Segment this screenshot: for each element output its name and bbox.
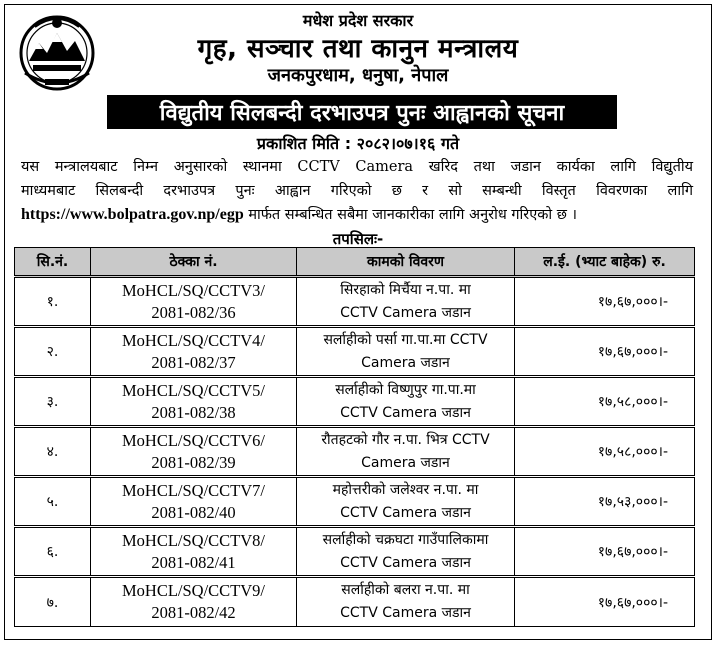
table-header-row	[15, 248, 695, 277]
work-line-1: सर्लाहीको पर्सा गा.पा.मा CCTV	[323, 331, 488, 348]
contract-no-line-2: 2081-082/40	[151, 502, 236, 522]
office-location: जनकपुरधाम, धनुषा, नेपाल	[267, 65, 449, 86]
body-line-3-text: मार्फत सम्बन्धित सबैमा जानकारीका लागि अनुरोध गरिएको छ ।	[243, 207, 578, 223]
cell-work-description	[297, 527, 515, 577]
work-line-2: CCTV Camera जडान	[340, 605, 471, 621]
work-line-1: सर्लाहीको विष्णुपुर गा.पा.मा	[335, 381, 476, 398]
contracts-table	[14, 247, 695, 627]
work-line-1: सर्लाहीको चक्रघटा गाउँपालिकामा	[322, 531, 489, 548]
contract-no-line-2: 2081-082/42	[151, 603, 236, 622]
col-header-sn: सि.नं.	[15, 248, 91, 277]
cell-cost-estimate: १७,६७,०००।-	[515, 527, 695, 577]
cell-work-description	[297, 277, 515, 327]
cell-contract-no	[91, 477, 297, 527]
contract-no-line-2: 2081-082/38	[151, 402, 236, 422]
cell-contract-no	[91, 377, 297, 427]
contract-no-line-1: MoHCL/SQ/CCTV8/	[121, 530, 266, 550]
published-date: प्रकाशित मिति : २०८२।०७।१६ गते	[256, 134, 460, 153]
table-row	[15, 527, 695, 577]
work-line-2: CCTV Camera जडान	[340, 554, 471, 571]
work-line-1: सर्लाहीको बलरा न.पा. मा	[341, 582, 470, 598]
cell-cost-estimate: १७,६७,०००।-	[515, 327, 695, 377]
cell-cost-estimate: १७,५८,०००।-	[515, 427, 695, 477]
cell-cost-estimate: १७,५३,०००।-	[515, 477, 695, 527]
table-row	[15, 377, 695, 427]
cell-contract-no	[91, 277, 297, 327]
work-line-1: रौतहटको गौर न.पा. भित्र CCTV	[321, 431, 490, 448]
cell-contract-no	[91, 427, 297, 477]
work-line-2: CCTV Camera जडान	[340, 304, 471, 321]
cell-sn: ६.	[15, 527, 91, 577]
contract-no-line-2: 2081-082/37	[151, 352, 236, 372]
table-row	[15, 427, 695, 477]
cell-work-description	[297, 327, 515, 377]
cell-work-description	[297, 477, 515, 527]
work-line-2: CCTV Camera जडान	[340, 404, 471, 421]
contract-no-line-2: 2081-082/39	[151, 452, 236, 472]
notice-title-banner	[107, 95, 617, 129]
cell-cost-estimate: १७,६७,०००।-	[515, 577, 695, 627]
contract-no-line-1: MoHCL/SQ/CCTV6/	[121, 430, 266, 450]
notice-title: विद्युतीय सिलबन्दी दरभाउपत्र पुनः आह्वानको सूचना	[159, 101, 565, 126]
contract-no-line-1: MoHCL/SQ/CCTV4/	[121, 330, 266, 350]
table-row	[15, 577, 695, 627]
cell-sn: १.	[15, 277, 91, 327]
work-line-1: महोत्तरीको जलेश्वर न.पा. मा	[332, 481, 479, 498]
contract-no-line-2: 2081-082/41	[151, 552, 236, 572]
contract-no-line-1: MoHCL/SQ/CCTV3/	[121, 280, 266, 300]
work-line-1: सिरहाको मिर्चैया न.पा. मा	[340, 281, 471, 298]
table-row	[15, 327, 695, 377]
contract-no-line-1: MoHCL/SQ/CCTV9/	[121, 581, 266, 600]
contract-no-line-2: 2081-082/36	[151, 302, 236, 322]
col-header-contract-no: ठेक्का नं.	[91, 248, 297, 277]
cell-work-description	[297, 577, 515, 627]
table-row	[15, 477, 695, 527]
table-body	[15, 277, 695, 627]
body-line-1: यस मन्त्रालयबाट निम्न अनुसारको स्थानमा CCTV Camera खरिद तथा जडान कार्यका लागि विद्युतीय	[21, 159, 693, 175]
cell-sn: ३.	[15, 377, 91, 427]
government-name: मधेश प्रदेश सरकार	[302, 11, 414, 30]
work-line-2: Camera जडान	[361, 354, 450, 371]
work-line-2: Camera जडान	[361, 454, 450, 471]
body-line-3	[21, 203, 693, 227]
body-line-2: माध्यमबाट सिलबन्दी दरभाउपत्र पुनः आह्वान गरिएको छ र सो सम्बन्धी विस्तृत विवरणका लागि	[21, 183, 693, 199]
cell-contract-no	[91, 327, 297, 377]
schedule-label: तपसिलः-	[332, 230, 384, 248]
cell-sn: ४.	[15, 427, 91, 477]
col-header-cost-estimate: ल.ई. (भ्याट बाहेक) रु.	[515, 248, 695, 277]
cell-cost-estimate: १७,६७,०००।-	[515, 277, 695, 327]
ministry-name: गृह, सञ्चार तथा कानुन मन्त्रालय	[197, 34, 519, 64]
cell-cost-estimate: १७,५८,०००।-	[515, 377, 695, 427]
cell-contract-no	[91, 527, 297, 577]
bolpatra-link[interactable]: https://www.bolpatra.gov.np/egp	[21, 206, 244, 223]
cell-sn: ५.	[15, 477, 91, 527]
cell-work-description	[297, 377, 515, 427]
cell-sn: २.	[15, 327, 91, 377]
contract-no-line-1: MoHCL/SQ/CCTV5/	[121, 380, 266, 400]
table-row	[15, 277, 695, 327]
work-line-2: CCTV Camera जडान	[340, 504, 471, 521]
page-bottom-edge	[0, 640, 725, 649]
col-header-work-description: कामको विवरण	[297, 248, 515, 277]
cell-work-description	[297, 427, 515, 477]
cell-sn: ७.	[15, 577, 91, 627]
cell-contract-no	[91, 577, 297, 627]
contract-no-line-1: MoHCL/SQ/CCTV7/	[121, 480, 266, 500]
